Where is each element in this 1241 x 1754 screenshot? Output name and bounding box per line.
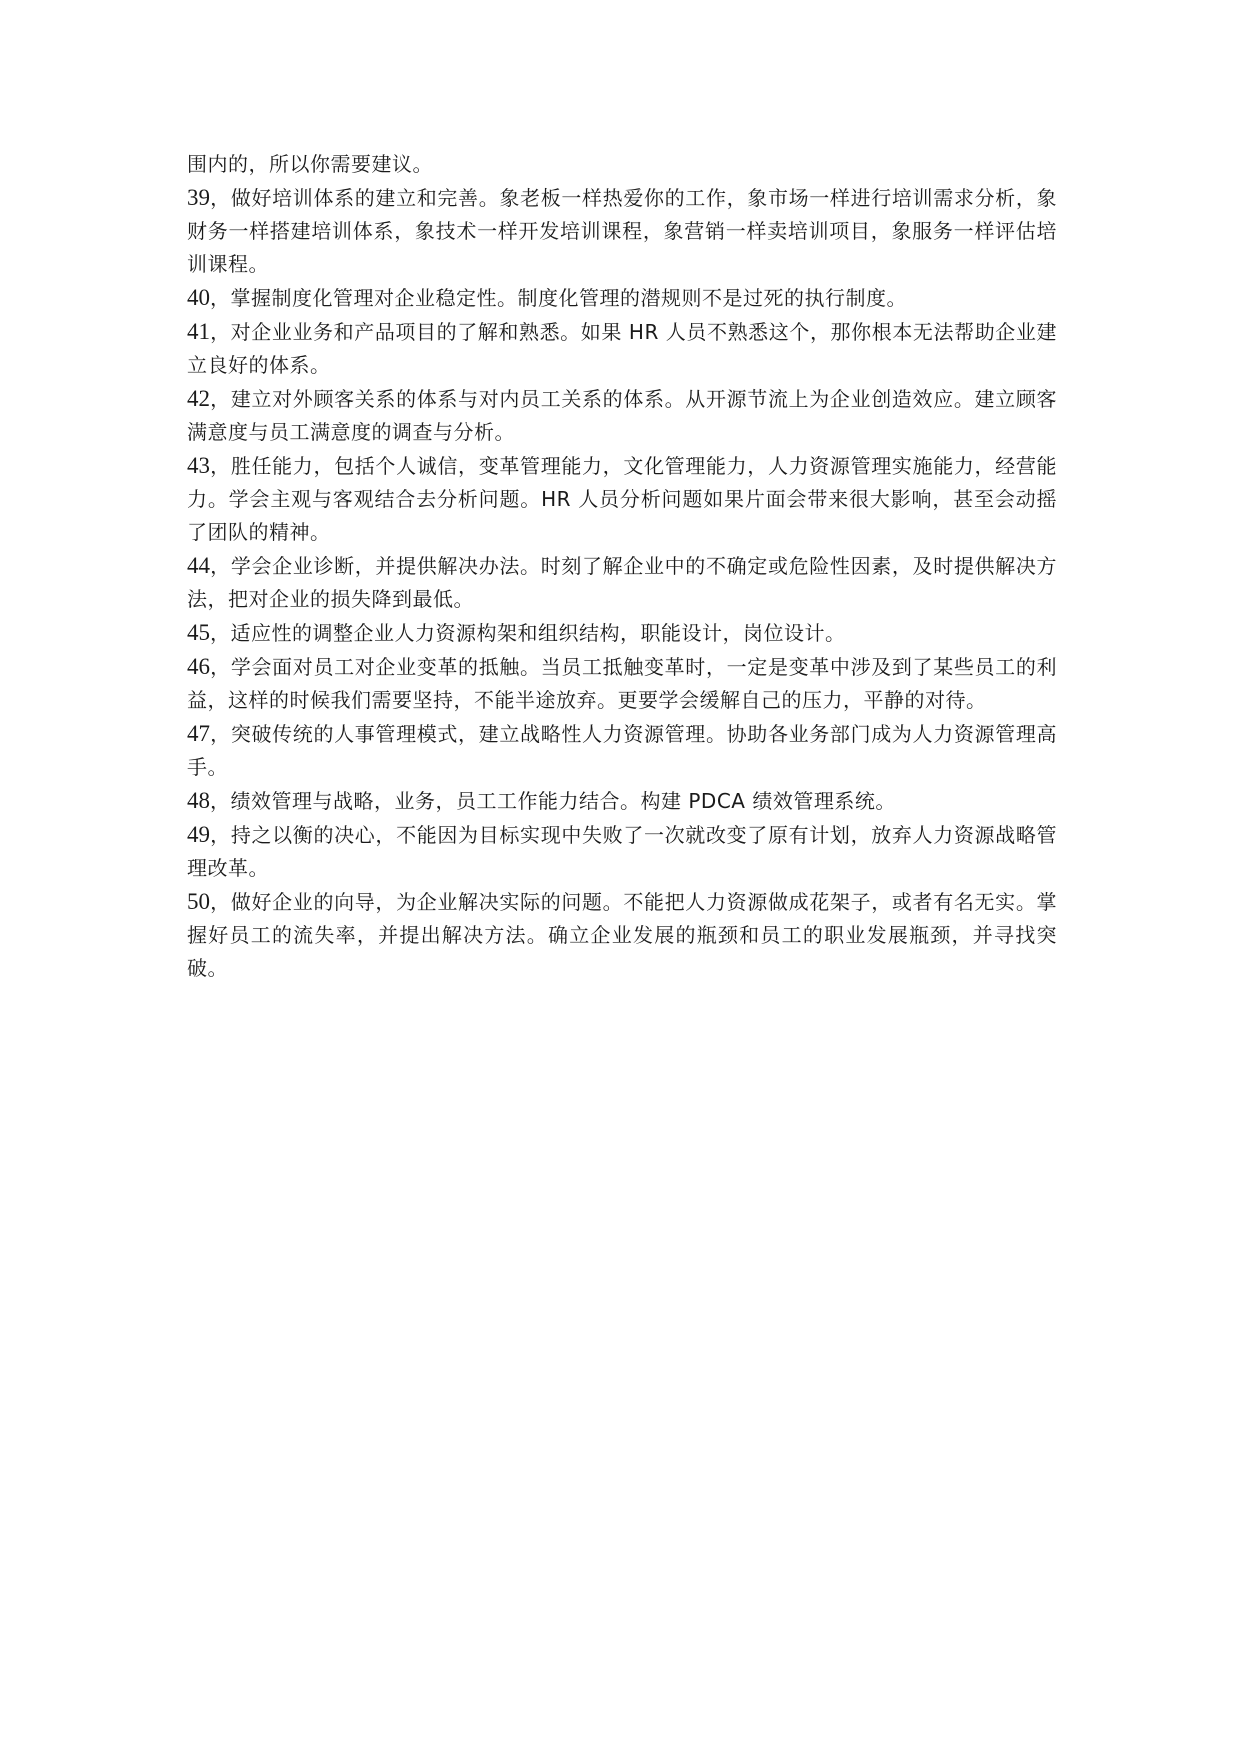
paragraph-continuation [187,148,1057,181]
item-number: 46 [187,654,210,679]
paragraph-46 [187,650,1057,717]
paragraph-text: ，对企业业务和产品项目的了解和熟悉。如果 HR 人员不熟悉这个，那你根本无法帮助企业建立良好的体系。 [187,320,1057,377]
item-number: 41 [187,319,210,344]
item-number: 49 [187,822,210,847]
paragraph-42 [187,382,1057,449]
paragraph-43 [187,449,1057,549]
paragraph-44 [187,549,1057,616]
paragraph-48 [187,784,1057,818]
paragraph-text: ，学会企业诊断，并提供解决办法。时刻了解企业中的不确定或危险性因素，及时提供解决方法，把对企业的损失降到最低。 [187,554,1057,611]
item-number: 45 [187,620,210,645]
paragraph-text: ，持之以衡的决心，不能因为目标实现中失败了一次就改变了原有计划，放弃人力资源战略管理改革。 [187,823,1057,880]
paragraph-50 [187,885,1057,985]
item-number: 47 [187,721,210,746]
paragraph-45 [187,616,1057,650]
paragraph-text: ，适应性的调整企业人力资源构架和组织结构，职能设计，岗位设计。 [210,621,846,645]
paragraph-39 [187,181,1057,281]
paragraph-47 [187,717,1057,784]
item-number: 50 [187,889,210,914]
paragraph-text: ，绩效管理与战略，业务，员工工作能力结合。构建 PDCA 绩效管理系统。 [210,789,896,813]
paragraph-40 [187,281,1057,315]
paragraph-text: ，突破传统的人事管理模式，建立战略性人力资源管理。协助各业务部门成为人力资源管理高手。 [187,722,1057,779]
paragraph-49 [187,818,1057,885]
item-number: 48 [187,788,210,813]
paragraph-41 [187,315,1057,382]
paragraph-text: ，胜任能力，包括个人诚信，变革管理能力，文化管理能力，人力资源管理实施能力，经营能力。学会主观与客观结合去分析问题。HR 人员分析问题如果片面会带来很大影响，甚至会动摇了团队的精神。 [187,454,1057,544]
paragraph-text: ，做好培训体系的建立和完善。象老板一样热爱你的工作，象市场一样进行培训需求分析，象财务一样搭建培训体系，象技术一样开发培训课程，象营销一样卖培训项目，象服务一样评估培训课程。 [187,186,1057,276]
item-number: 42 [187,386,210,411]
document-body [187,148,1057,985]
paragraph-text: ，学会面对员工对企业变革的抵触。当员工抵触变革时，一定是变革中涉及到了某些员工的利益，这样的时候我们需要坚持，不能半途放弃。更要学会缓解自己的压力，平静的对待。 [187,655,1057,712]
item-number: 43 [187,453,210,478]
item-number: 40 [187,285,210,310]
paragraph-text: ，建立对外顾客关系的体系与对内员工关系的体系。从开源节流上为企业创造效应。建立顾客满意度与员工满意度的调查与分析。 [187,387,1057,444]
item-number: 44 [187,553,210,578]
paragraph-text: 围内的，所以你需要建议。 [187,152,433,176]
item-number: 39 [187,185,210,210]
paragraph-text: ，掌握制度化管理对企业稳定性。制度化管理的潜规则不是过死的执行制度。 [210,286,907,310]
paragraph-text: ，做好企业的向导，为企业解决实际的问题。不能把人力资源做成花架子，或者有名无实。掌握好员工的流失率，并提出解决方法。确立企业发展的瓶颈和员工的职业发展瓶颈，并寻找突破。 [187,890,1057,980]
